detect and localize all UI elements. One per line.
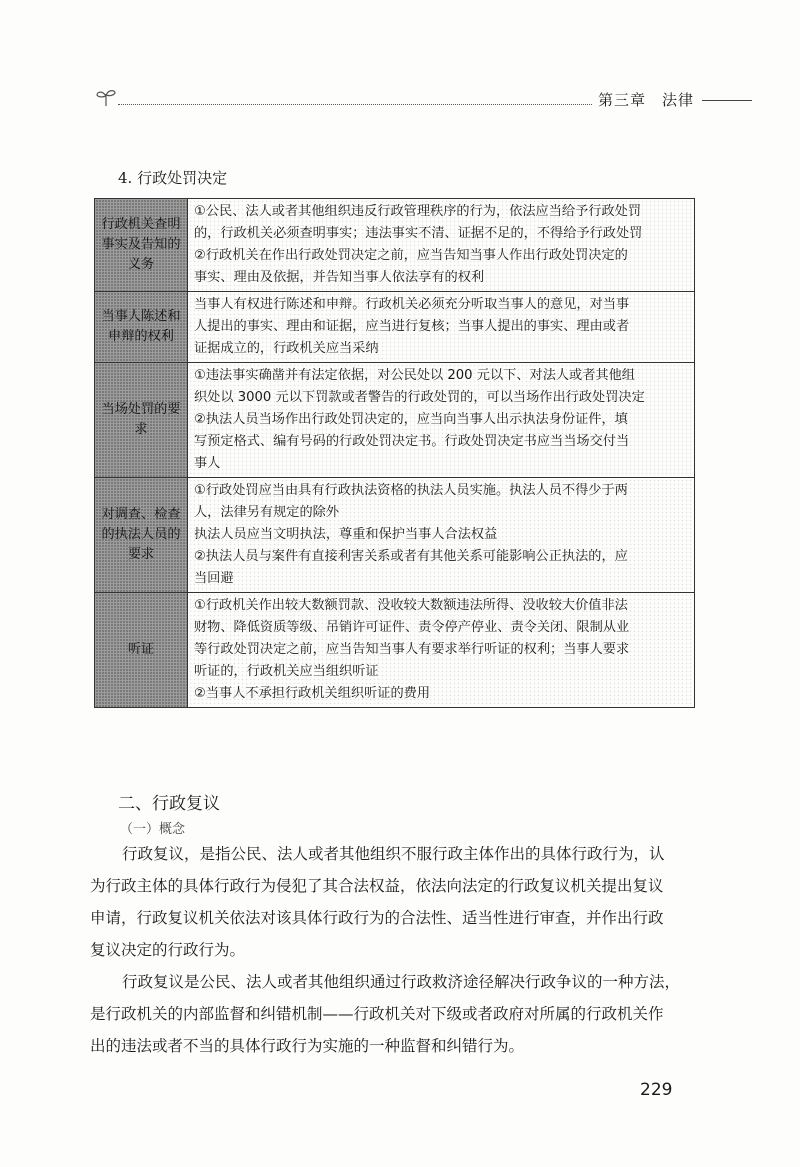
row-heading: 当事人陈述和申辩的权利	[95, 292, 188, 363]
section-title: 4. 行政处罚决定	[118, 169, 228, 187]
table-row	[95, 593, 695, 708]
row-line: 写预定格式、编有号码的行政处罚决定书。行政处罚决定书应当当场交付当	[194, 434, 630, 449]
row-line: 人，法律另有规定的除外	[194, 505, 340, 520]
running-header	[90, 86, 750, 114]
row-line: ①行政处罚应当由具有行政执法资格的执法人员实施。执法人员不得少于两	[194, 483, 628, 498]
row-line: 织处以 3000 元以下罚款或者警告的行政处罚的，可以当场作出行政处罚决定	[194, 390, 645, 405]
row-line: 当回避	[194, 571, 234, 586]
row-line: ②执法人员当场作出行政处罚决定的，应当向当事人出示执法身份证件，填	[194, 412, 628, 427]
paragraph	[90, 966, 700, 1062]
row-content	[188, 292, 695, 363]
paragraph-line: 行政复议，是指公民、法人或者其他组织不服行政主体作出的具体行政行为，认	[122, 845, 665, 863]
paragraph-line: 为行政主体的具体行政行为侵犯了其合法权益，依法向法定的行政复议机关提出复议	[90, 877, 664, 895]
administrative-penalty-table	[94, 198, 695, 708]
row-line: 听证的，行政机关应当组织听证	[194, 664, 379, 679]
subsection-title: 二、行政复议	[118, 794, 220, 814]
concept-heading: （一）概念	[120, 822, 186, 837]
row-heading: 当场处罚的要求	[95, 363, 188, 478]
row-line: ①公民、法人或者其他组织违反行政管理秩序的行为，依法应当给予行政处罚	[194, 204, 642, 219]
row-heading: 对调查、检查的执法人员的要求	[95, 478, 188, 593]
table-row	[95, 199, 695, 292]
row-line: 等行政处罚决定之前，应当告知当事人有要求举行听证的权利；当事人要求	[194, 642, 630, 657]
row-content	[188, 478, 695, 593]
page-number: 229	[640, 1080, 673, 1100]
row-line: 的，行政机关必须查明事实；违法事实不清、证据不足的，不得给予行政处罚	[194, 226, 643, 241]
row-line: 事人	[194, 456, 221, 471]
paragraph-line: 复议决定的行政行为。	[90, 941, 246, 959]
sprout-icon	[94, 86, 118, 108]
paragraph-line: 申请，行政复议机关依法对该具体行政行为的合法性、适当性进行审查，并作出行政	[90, 909, 664, 927]
row-line: ②执法人员与案件有直接利害关系或者有其他关系可能影响公正执法的，应	[194, 549, 628, 564]
table-row	[95, 478, 695, 593]
row-line: 证据成立的，行政机关应当采纳	[194, 341, 379, 356]
row-content	[188, 593, 695, 708]
table-row	[95, 363, 695, 478]
row-line: 执法人员应当文明执法，尊重和保护当事人合法权益	[194, 527, 498, 542]
row-line: 事实、理由及依据，并告知当事人依法享有的权利	[194, 270, 485, 285]
row-line: 财物、降低资质等级、吊销许可证件、责令停产停业、责令关闭、限制从业	[194, 620, 630, 635]
row-line: 当事人有权进行陈述和申辩。行政机关必须充分听取当事人的意见，对当事	[194, 297, 630, 312]
row-content	[188, 199, 695, 292]
row-heading: 行政机关查明事实及告知的义务	[95, 199, 188, 292]
row-line: ①行政机关作出较大数额罚款、没收较大数额违法所得、没收较大价值非法	[194, 598, 628, 613]
row-content	[188, 363, 695, 478]
row-line: ②行政机关在作出行政处罚决定之前，应当告知当事人作出行政处罚决定的	[194, 248, 628, 263]
table-row	[95, 292, 695, 363]
paragraph-line: 是行政机关的内部监督和纠错机制——行政机关对下级或者政府对所属的行政机关作	[90, 1005, 664, 1023]
paragraph-line: 出的违法或者不当的具体行政行为实施的一种监督和纠错行为。	[90, 1037, 525, 1055]
row-line: ①违法事实确凿并有法定依据，对公民处以 200 元以下、对法人或者其他组	[194, 368, 635, 383]
row-line: 人提出的事实、理由和证据，应当进行复核；当事人提出的事实、理由或者	[194, 319, 630, 334]
row-line: ②当事人不承担行政机关组织听证的费用	[194, 686, 431, 701]
chapter-title: 第三章 法律	[592, 89, 700, 110]
paragraph-line: 行政复议是公民、法人或者其他组织通过行政救济途径解决行政争议的一种方法，	[122, 973, 681, 991]
header-rule-tail	[702, 100, 752, 101]
paragraph	[90, 838, 700, 966]
row-heading: 听证	[95, 593, 188, 708]
